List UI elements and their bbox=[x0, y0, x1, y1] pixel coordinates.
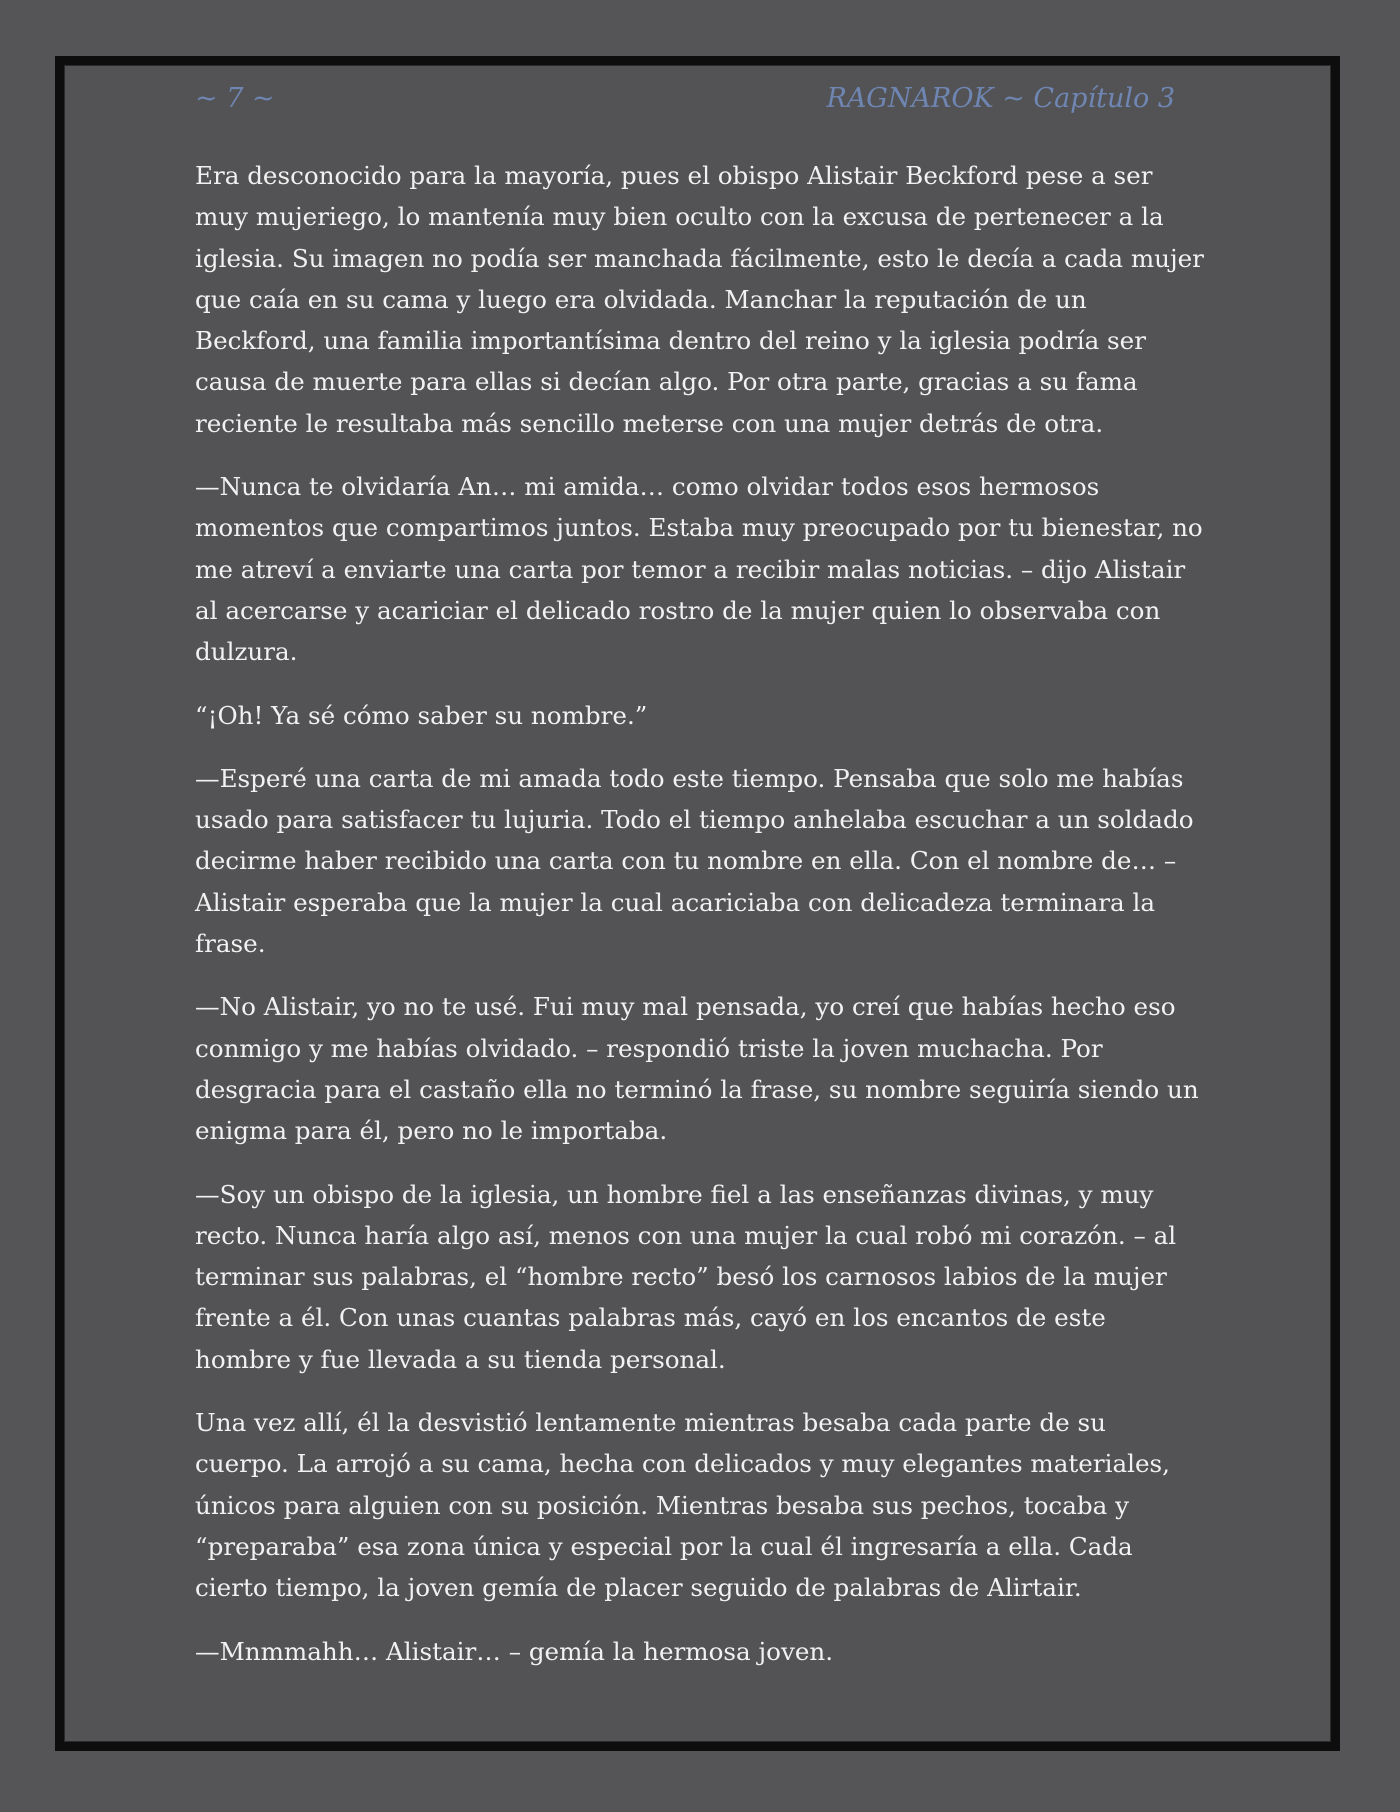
chapter-title: RAGNAROK ~ Capítulo 3 bbox=[826, 82, 1175, 114]
paragraph: —No Alistair, yo no te usé. Fui muy mal pensada, yo creí que habías hecho eso conmigo y me habías olvidado. – respondió triste la joven muchacha. Por desgracia para el castaño ella no terminó la frase, su nombre seguiría siendo un enigma para él, pero no le importaba. bbox=[195, 992, 1199, 1146]
paragraph: —Nunca te olvidaría An… mi amida… como olvidar todos esos hermosos momentos que compartimos juntos. Estaba muy preocupado por tu bienestar, no me atreví a enviarte una carta por temor a recibir malas noticias. – dijo Alistair al acercarse y acariciar el delicado rostro de la mujer quien lo observaba con dulzura. bbox=[195, 472, 1203, 667]
paragraph: —Esperé una carta de mi amada todo este tiempo. Pensaba que solo me habías usado para satisfacer tu lujuria. Todo el tiempo anhelaba escuchar a un soldado decirme haber recibido una carta con tu nombre en ella. Con el nombre de… – Alistair esperaba que la mujer la cual acariciaba con delicadeza terminara la frase. bbox=[195, 763, 1194, 959]
running-header bbox=[195, 80, 1175, 116]
page-number: ~ 7 ~ bbox=[195, 82, 275, 114]
paragraph: Una vez allí, él la desvistió lentamente mientras besaba cada parte de su cuerpo. La arrojó a su cama, hecha con delicados y muy elegantes materiales, únicos para alguien con su posición. Mientras besaba sus pechos, tocaba y “preparaba” esa zona única y especial por la cual él ingresaría a ella. Cada cierto tiempo, la joven gemía de placer seguido de palabras de Alirtair. bbox=[195, 1408, 1170, 1603]
chapter-body bbox=[195, 155, 1205, 1694]
paragraph: Era desconocido para la mayoría, pues el obispo Alistair Beckford pese a ser muy mujeriego, lo mantenía muy bien oculto con la excusa de pertenecer a la iglesia. Su imagen no podía ser manchada fácilmente, esto le decía a cada mujer que caía en su cama y luego era olvidada. Manchar la reputación de un Beckford, una familia importantísima dentro del reino y la iglesia podría ser causa de muerte para ellas si decían algo. Por otra parte, gracias a su fama reciente le resultaba más sencillo meterse con una mujer detrás de otra. bbox=[195, 161, 1204, 438]
paragraph: —Mnmmahh… Alistair… – gemía la hermosa joven. bbox=[195, 1636, 834, 1666]
paragraph: —Soy un obispo de la iglesia, un hombre fiel a las enseñanzas divinas, y muy recto. Nunca haría algo así, menos con una mujer la cual robó mi corazón. – al terminar sus palabras, el “hombre recto” besó los carnosos labios de la mujer frente a él. Con unas cuantas palabras más, cayó en los encantos de este hombre y fue llevada a su tienda personal. bbox=[195, 1179, 1177, 1374]
paragraph: “¡Oh! Ya sé cómo saber su nombre.” bbox=[195, 700, 648, 730]
